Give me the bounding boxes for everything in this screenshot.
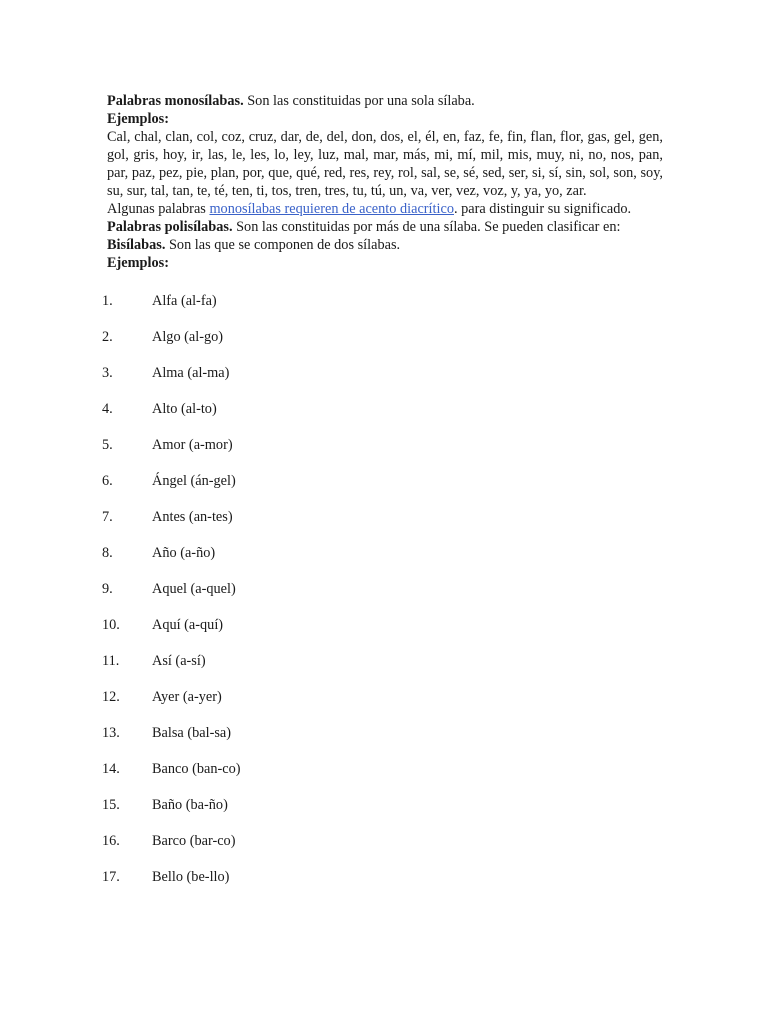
list-item [102, 868, 658, 904]
list-item [102, 580, 658, 616]
list-item [102, 760, 658, 796]
list-item-number: 15. [102, 797, 120, 813]
list-item-text: Bello (be-llo) [152, 869, 230, 885]
list-item-text: Ángel (án-gel) [152, 473, 236, 489]
bisyllable-heading: Bisílabas. [107, 237, 166, 253]
list-item-text: Año (a-ño) [152, 545, 216, 561]
list-item-number: 17. [102, 869, 120, 885]
list-item [102, 544, 658, 580]
list-item-number: 12. [102, 689, 120, 705]
list-item [102, 436, 658, 472]
list-item-text: Ayer (a-yer) [152, 689, 222, 705]
list-item-number: 13. [102, 725, 120, 741]
list-item [102, 328, 658, 364]
list-item-number: 4. [102, 401, 113, 417]
list-item-text: Alfa (al-fa) [152, 293, 217, 309]
list-item-number: 11. [102, 653, 120, 669]
list-item-number: 3. [102, 365, 113, 381]
list-item [102, 292, 658, 328]
list-item-text: Amor (a-mor) [152, 437, 233, 453]
accent-note [107, 200, 663, 218]
list-item-number: 8. [102, 545, 113, 561]
list-item-text: Antes (an-tes) [152, 509, 233, 525]
monosyllable-words: Cal, chal, clan, col, coz, cruz, dar, de, del, don, dos, el, él, en, faz, fe, fin, flan, flor, gas, gel, gen, gol, gris, hoy, ir, las, le, les, lo, ley, luz, mal, mar, más, mi, mí, mil, mis, muy, ni, no, nos, pan, par, paz, pez, pie, plan, por, que, qué, red, res, rey, rol, sal, se, sé, sed, ser, si, sí, sin, sol, son, soy, su, sur, tal, tan, te, té, ten, ti, tos, tren, tres, tu, tú, un, va, ver, vez, voz, y, ya, yo, zar. [107, 129, 663, 199]
list-item-text: Alto (al-to) [152, 401, 217, 417]
monosyllable-definition [107, 92, 663, 110]
list-item [102, 796, 658, 832]
list-item-text: Baño (ba-ño) [152, 797, 228, 813]
list-item-text: Alma (al-ma) [152, 365, 230, 381]
list-item [102, 508, 658, 544]
list-item [102, 652, 658, 688]
list-item [102, 616, 658, 652]
list-item-number: 2. [102, 329, 113, 345]
list-item-text: Balsa (bal-sa) [152, 725, 231, 741]
list-item-number: 16. [102, 833, 120, 849]
list-item-number: 9. [102, 581, 113, 597]
list-item [102, 364, 658, 400]
list-item-text: Así (a-sí) [152, 653, 206, 669]
polysyllable-text: Son las constituidas por más de una sílaba. Se pueden clasificar en: [236, 219, 621, 235]
bisyllable-text: Son las que se componen de dos sílabas. [168, 237, 401, 253]
list-item [102, 724, 658, 760]
list-item-number: 5. [102, 437, 113, 453]
list-item-text: Algo (al-go) [152, 329, 224, 345]
list-item [102, 400, 658, 436]
list-item [102, 688, 658, 724]
monosyllable-text: Son las constituidas por una sola sílaba. [247, 93, 475, 109]
list-item-text: Banco (ban-co) [152, 761, 241, 777]
list-item-text: Aquel (a-quel) [152, 581, 236, 597]
list-item-number: 10. [102, 617, 120, 633]
polysyllable-definition [107, 218, 663, 236]
accent-note-after: . para distinguir su significado. [453, 201, 632, 217]
examples-label: Ejemplos: [107, 111, 169, 127]
polysyllable-heading: Palabras polisílabas. [107, 219, 233, 235]
list-item-text: Aquí (a-quí) [152, 617, 224, 633]
bisyllable-definition [107, 236, 663, 254]
list-item [102, 472, 658, 508]
accent-note-before: Algunas palabras [107, 201, 210, 217]
list-item [102, 832, 658, 868]
list-item-text: Barco (bar-co) [152, 833, 236, 849]
list-item-number: 6. [102, 473, 113, 489]
monosyllable-heading: Palabras monosílabas. [107, 93, 244, 109]
bisyllable-word-list [102, 292, 658, 904]
list-item-number: 14. [102, 761, 120, 777]
list-item-number: 7. [102, 509, 113, 525]
list-item-number: 1. [102, 293, 113, 309]
examples-heading-2 [107, 254, 663, 272]
examples-heading [107, 110, 663, 128]
diacritic-accent-link[interactable]: monosílabas requieren de acento diacrítico [209, 201, 454, 217]
document-page [102, 92, 663, 904]
examples-label-2: Ejemplos: [107, 255, 169, 271]
